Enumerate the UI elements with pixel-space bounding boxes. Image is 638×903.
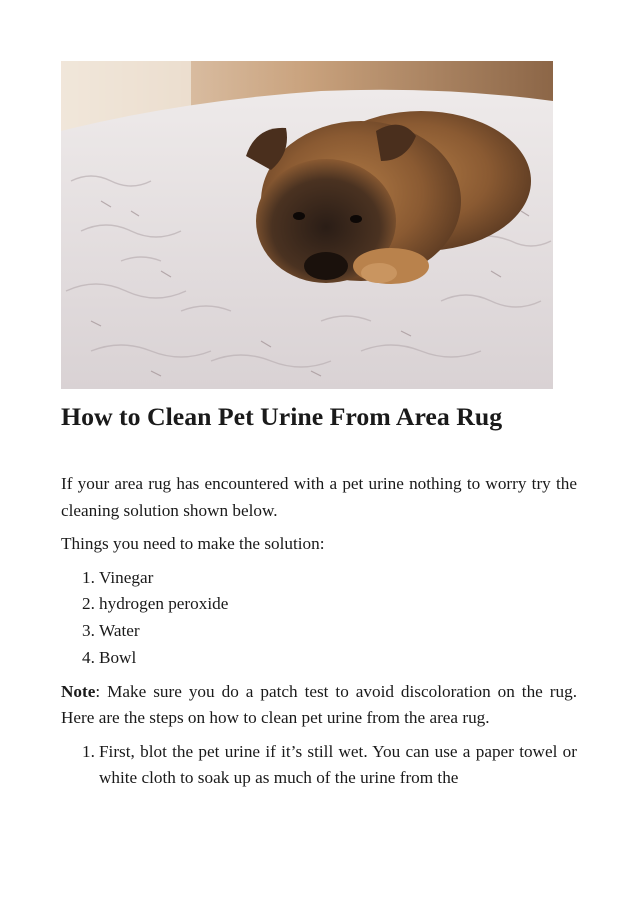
article-content xyxy=(61,404,577,792)
list-item xyxy=(61,565,577,592)
things-intro: Things you need to make the solution: xyxy=(61,534,325,553)
list-number: 1. xyxy=(82,567,95,587)
note-text: : Make sure you do a patch test to avoid discoloration on the rug. Here are the steps on how to clean pet urine from the area rug. xyxy=(61,681,577,728)
list-item-text: Vinegar xyxy=(99,567,154,587)
list-number: 2. xyxy=(82,594,95,614)
list-item xyxy=(61,618,577,645)
note-paragraph xyxy=(61,679,577,732)
list-number: 3. xyxy=(82,621,95,641)
puppy-photo xyxy=(61,61,553,389)
steps-list xyxy=(61,739,577,792)
article-heading: How to Clean Pet Urine From Area Rug xyxy=(61,402,503,431)
intro-paragraph: If your area rug has encountered with a pet urine nothing to worry try the cleaning solution shown below. xyxy=(61,474,577,520)
list-item xyxy=(61,591,577,618)
step-number: 1. xyxy=(82,741,95,761)
list-item-text: hydrogen peroxide xyxy=(99,594,229,614)
note-label: Note xyxy=(61,681,96,701)
ingredients-list xyxy=(61,565,577,672)
step-item xyxy=(61,739,577,792)
list-number: 4. xyxy=(82,647,95,667)
list-item-text: Water xyxy=(99,621,140,641)
step-text: First, blot the pet urine if it’s still wet. You can use a paper towel or white cloth to soak up as much of the urine from the xyxy=(99,741,577,788)
list-item xyxy=(61,645,577,672)
list-item-text: Bowl xyxy=(99,647,137,667)
